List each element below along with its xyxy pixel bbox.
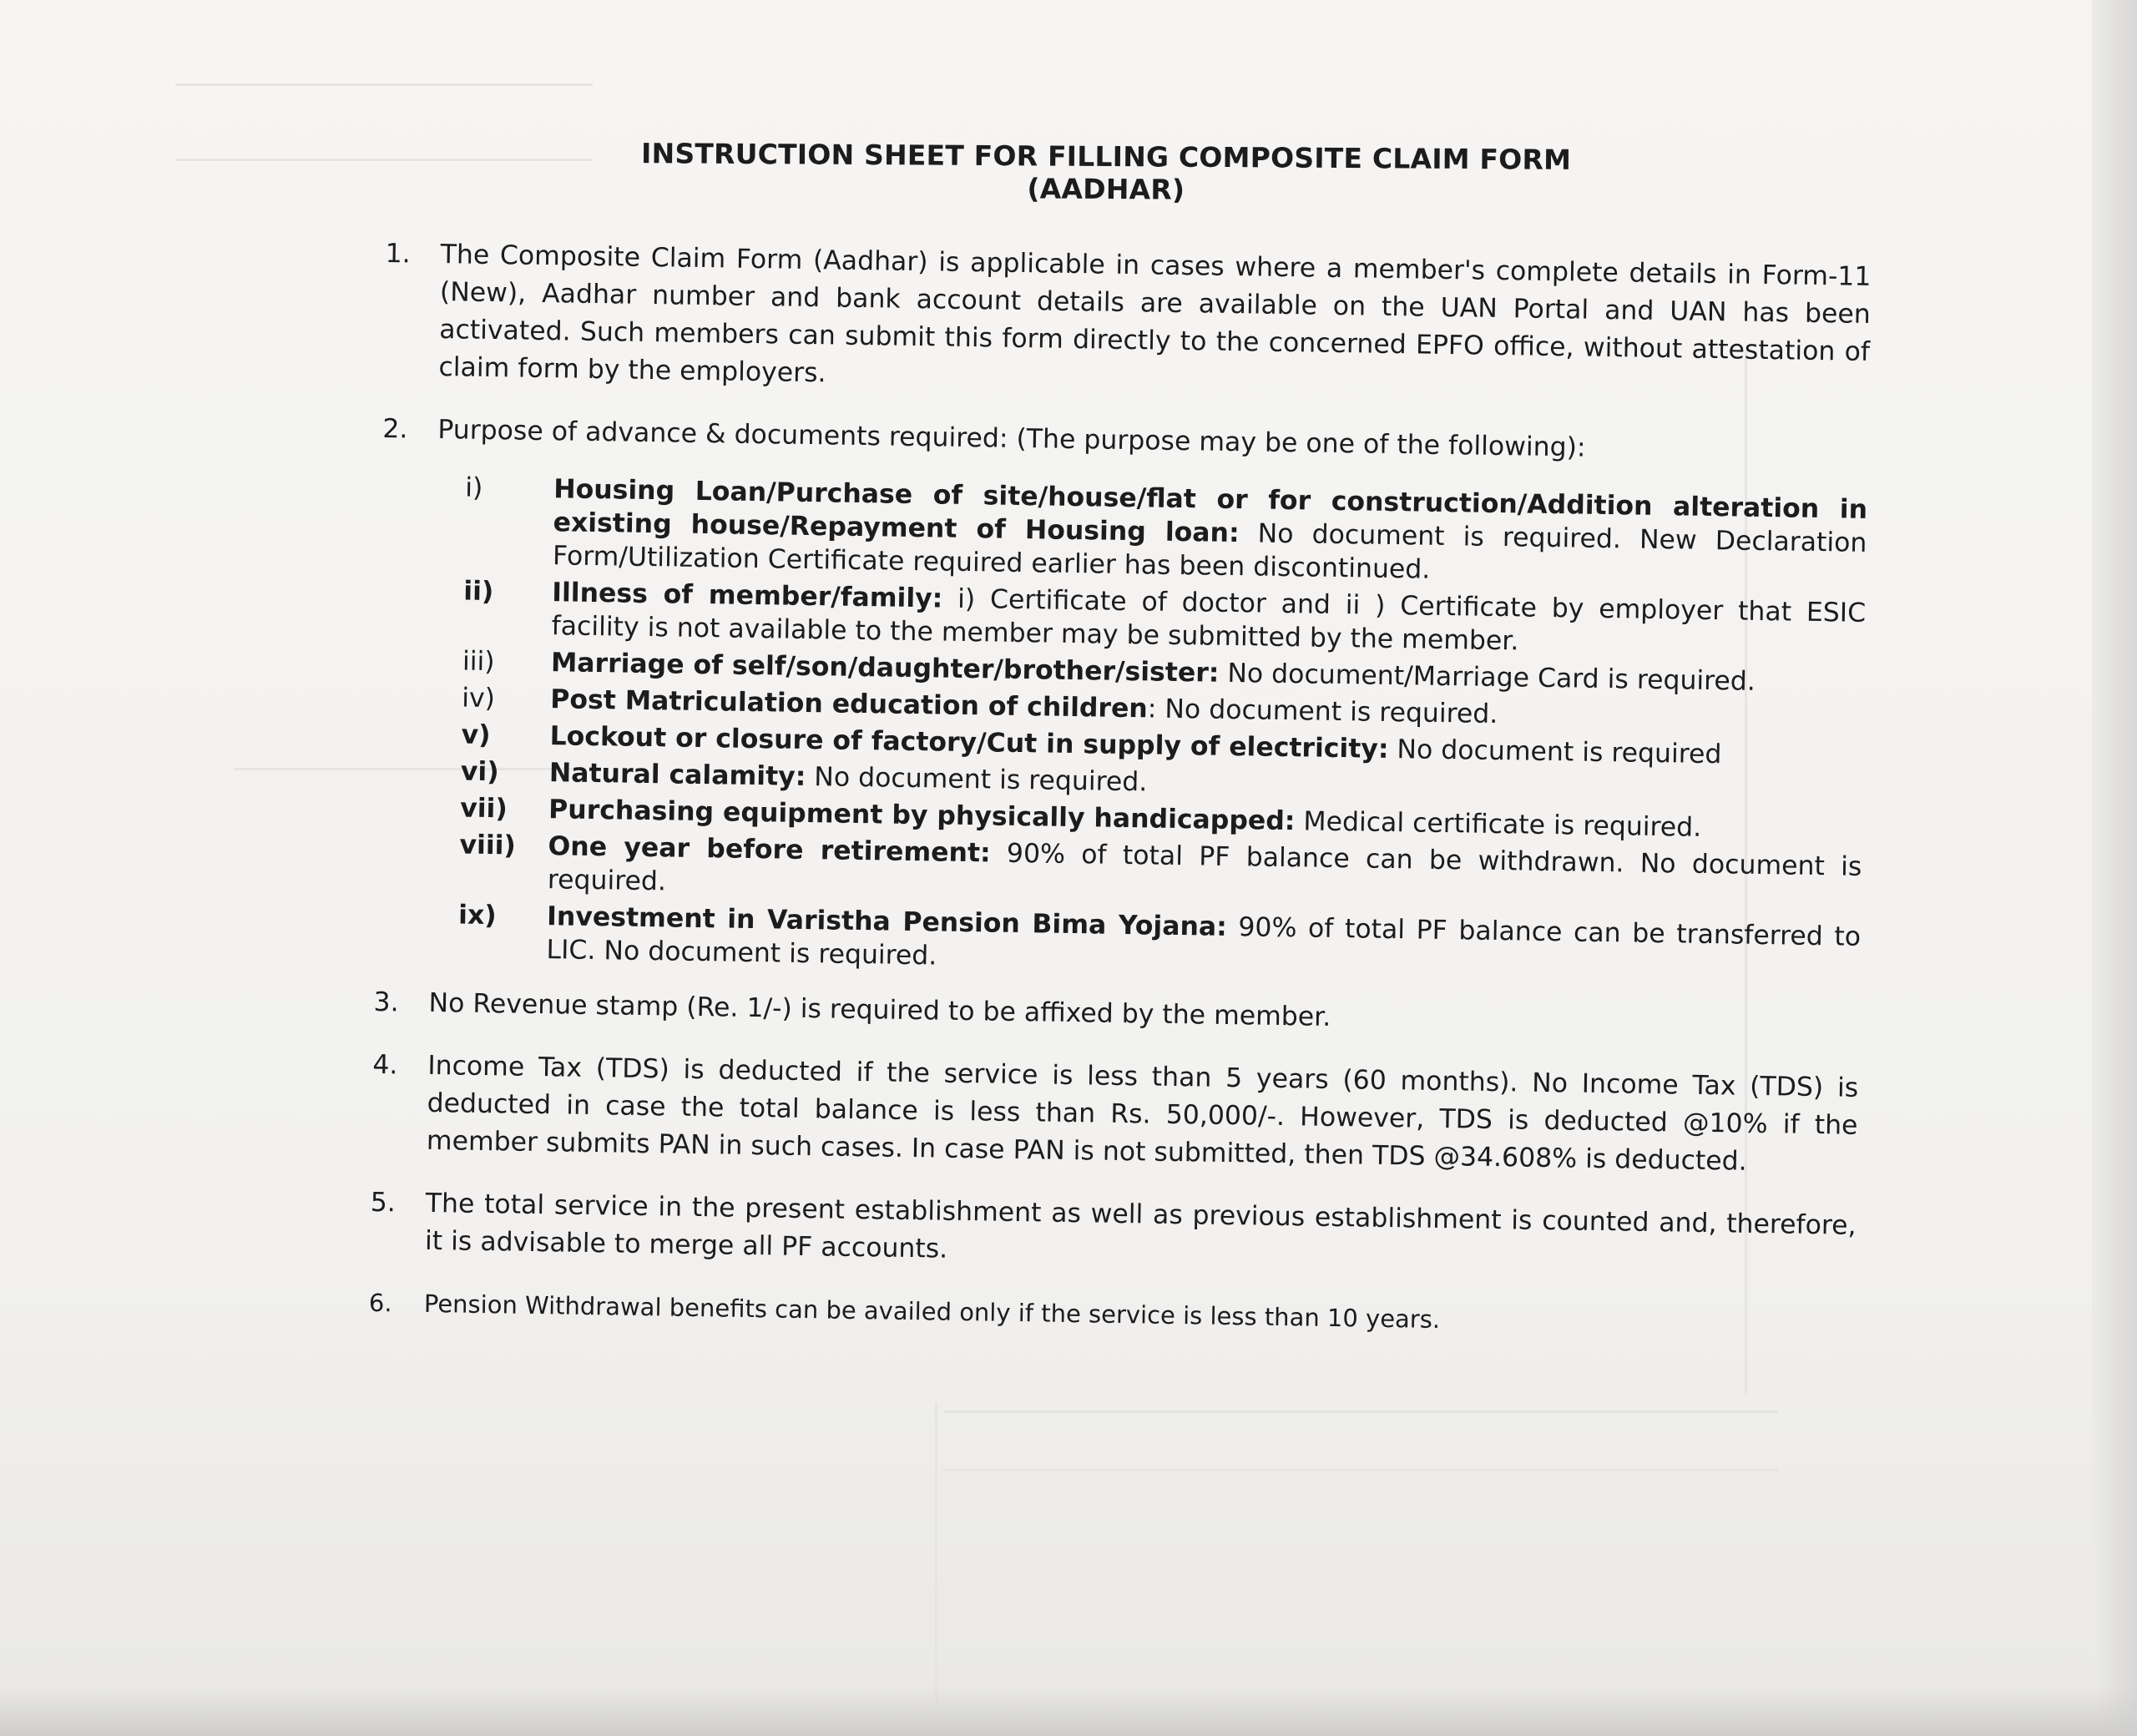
purpose-numeral: ii) [463, 576, 494, 608]
instruction-item-3 [373, 984, 1859, 1045]
item-number: 6. [368, 1288, 392, 1318]
item-text: Purpose of advance & documents required: (The purpose may be one of the following): [437, 415, 1586, 463]
bleed-through-line [175, 83, 593, 86]
purpose-numeral: viii) [459, 830, 517, 861]
instruction-item-2 [382, 411, 1868, 472]
purpose-requirement: No document is required. [806, 761, 1148, 798]
bleed-through-line [943, 1410, 1778, 1413]
purpose-heading: Housing Loan/Purchase of site/house/flat or for construction/Addition alteration in existing house/Repayment of Housing loan: [553, 474, 1868, 549]
purpose-heading: Investment in Varistha Pension Bima Yojana: [546, 901, 1228, 942]
purpose-heading: Marriage of self/son/daughter/brother/sister: [550, 648, 1220, 689]
page-bottom-shadow [0, 1686, 2137, 1736]
purpose-requirement: No document is required [1388, 734, 1722, 770]
purpose-requirement: Medical certificate is required. [1295, 806, 1702, 843]
bleed-through-line [175, 159, 593, 161]
item-text: Income Tax (TDS) is deducted if the service is less than 5 years (60 months). No Income Tax (TDS) is deducted in case the total balance is less than Rs. 50,000/-. However, TDS is deducted @10% if the member submits PAN in such cases. In case PAN is not submitted, then TDS @34.608% is deducted. [426, 1050, 1859, 1177]
bleed-through-line [943, 1469, 1778, 1471]
purpose-numeral: iii) [462, 646, 495, 678]
purpose-numeral: vi) [460, 756, 499, 788]
purpose-numeral: v) [461, 719, 491, 751]
item-number: 3. [373, 987, 399, 1018]
purpose-heading: Lockout or closure of factory/Cut in supply of electricity: [549, 721, 1389, 765]
purpose-requirement: 90% of total PF balance can be transferred to LIC. No document is required. [546, 911, 1862, 971]
purpose-heading: Illness of member/family: [552, 578, 943, 614]
purpose-requirement: No document/Marriage Card is required. [1219, 658, 1756, 697]
instruction-list [368, 235, 1872, 1370]
purpose-requirement: i) Certificate of doctor and ii ) Certificate by employer that ESIC facility is not available to the member may be submitted by the member. [551, 583, 1867, 657]
purpose-requirement: 90% of total PF balance can be withdrawn. No document is required. [547, 838, 1862, 897]
instruction-item-6 [369, 1284, 1855, 1345]
purpose-list [374, 470, 1867, 987]
purpose-requirement: : No document is required. [1147, 694, 1498, 729]
purpose-numeral: iv) [462, 683, 496, 714]
purpose-heading: Natural calamity: [548, 758, 806, 792]
document-title: INSTRUCTION SHEET FOR FILLING COMPOSITE CLAIM FORM (AADHAR) [640, 137, 1572, 206]
item-text: The total service in the present establishment as well as previous establishment is counted and, therefore, it is advisable to merge all PF accounts. [424, 1188, 1857, 1264]
purpose-item [464, 472, 1868, 593]
page-edge-shadow [2092, 0, 2137, 1736]
item-text: The Composite Claim Form (Aadhar) is applicable in cases where a member's complete details in Form-11 (New), Aadhar number and bank account details are available on the UAN Portal and UAN has been activated. Such members can submit this form directly to the concerned EPFO office, without attestation of claim form by the employers. [438, 240, 1872, 389]
bleed-through-line [935, 1402, 937, 1719]
item-number: 1. [385, 238, 411, 270]
item-number: 5. [370, 1187, 397, 1219]
purpose-heading: Purchasing equipment by physically handicapped: [548, 795, 1296, 837]
instruction-item-5 [370, 1184, 1857, 1283]
item-number: 2. [382, 413, 408, 445]
purpose-numeral: vii) [459, 793, 508, 825]
purpose-requirement: No document is required. New Declaration Form/Utilization Certificate required earlier has been discontinued. [552, 518, 1867, 585]
item-text: Pension Withdrawal benefits can be availed only if the service is less than 10 years. [423, 1289, 1441, 1334]
purpose-numeral: ix) [457, 900, 498, 931]
purpose-heading: Post Matriculation education of children [550, 684, 1149, 724]
instruction-item-1 [383, 235, 1872, 409]
item-number: 4. [372, 1049, 398, 1081]
item-text: No Revenue stamp (Re. 1/-) is required to be affixed by the member. [428, 987, 1331, 1032]
purpose-numeral: i) [464, 472, 483, 503]
instruction-item-4 [371, 1047, 1859, 1183]
purpose-heading: One year before retirement: [548, 831, 991, 869]
